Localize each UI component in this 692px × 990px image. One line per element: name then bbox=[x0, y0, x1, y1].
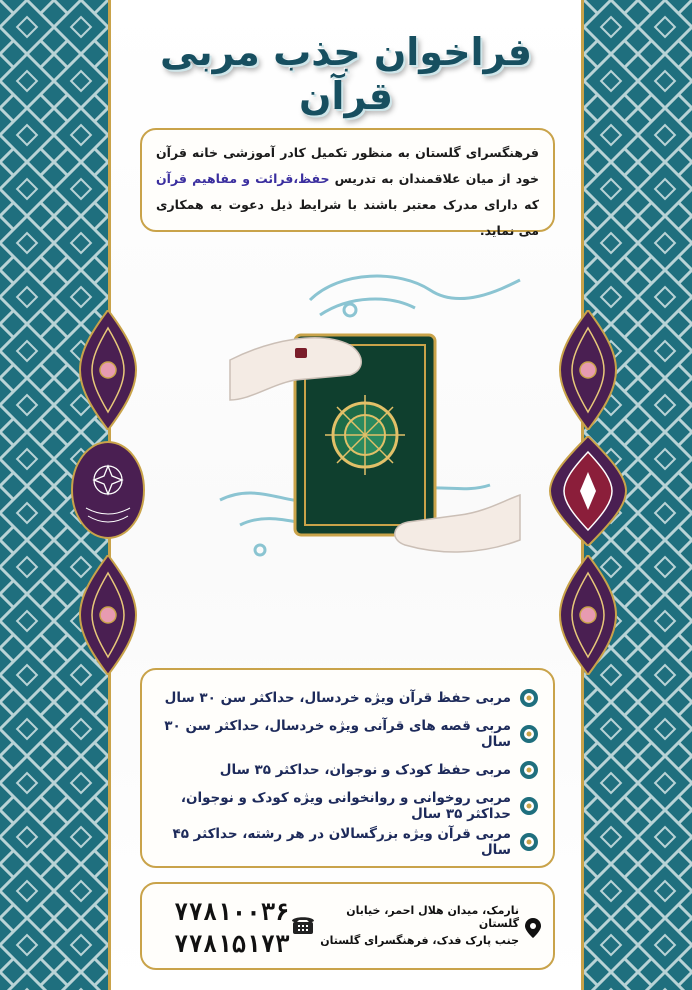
position-text: مربی قرآن ویژه بزرگسالان در هر رشته، حداکثر ۴۵ سال bbox=[172, 826, 511, 858]
list-item bbox=[156, 824, 539, 860]
flower-bullet-icon bbox=[519, 796, 539, 816]
list-item bbox=[156, 716, 539, 752]
arabesque-ornament-icon bbox=[548, 436, 628, 546]
contact-box bbox=[140, 882, 555, 970]
position-text: مربی حفظ کودک و نوجوان، حداکثر ۳۵ سال bbox=[219, 762, 511, 778]
list-item bbox=[156, 680, 539, 716]
arabesque-ornament-icon bbox=[78, 310, 138, 430]
phone-number[interactable]: ۷۷۸۱۵۱۷۳ bbox=[174, 930, 290, 958]
quran-book-icon bbox=[200, 250, 540, 590]
arabesque-ornament-icon bbox=[78, 555, 138, 675]
position-text: مربی روخوانی و روانخوانی ویژه کودک و نوجوان، حداکثر ۳۵ سال bbox=[180, 790, 511, 822]
intro-text-end: که دارای مدرک معتبر باشند با شرایط ذیل دعوت به همکاری می نماید. bbox=[156, 197, 539, 238]
flower-bullet-icon bbox=[519, 688, 539, 708]
position-text: مربی حفظ قرآن ویژه خردسال، حداکثر سن ۳۰ سال bbox=[164, 690, 511, 706]
intro-highlight: حفظ،قرائت و مفاهیم قرآن bbox=[156, 171, 330, 186]
flower-bullet-icon bbox=[519, 724, 539, 744]
logo-emblem bbox=[70, 440, 146, 540]
flower-bullet-icon bbox=[519, 760, 539, 780]
arabesque-ornament-icon bbox=[558, 310, 618, 430]
phone-number[interactable]: ۷۷۸۱۰۰۳۶ bbox=[174, 898, 290, 926]
list-item bbox=[156, 788, 539, 824]
position-text: مربی قصه های قرآنی ویژه خردسال، حداکثر سن ۳۰ سال bbox=[164, 718, 511, 750]
positions-list bbox=[140, 668, 555, 868]
flower-bullet-icon bbox=[519, 832, 539, 852]
location-pin-icon bbox=[525, 918, 541, 938]
page-title: فراخوان جذب مربی قرآن bbox=[159, 30, 533, 118]
intro-box bbox=[140, 128, 555, 238]
address-line: جنب پارک فدک، فرهنگسرای گلستان bbox=[320, 934, 519, 947]
arabesque-ornament-icon bbox=[558, 555, 618, 675]
intro-text: فرهنگسرای گلستان به منظور تکمیل کادر آموزشی خانه قرآن خود از میان علاقمندان به تدریس bbox=[156, 145, 539, 186]
list-item bbox=[156, 752, 539, 788]
address-line: نارمک، میدان هلال احمر، خیابان گلستان bbox=[346, 904, 519, 930]
